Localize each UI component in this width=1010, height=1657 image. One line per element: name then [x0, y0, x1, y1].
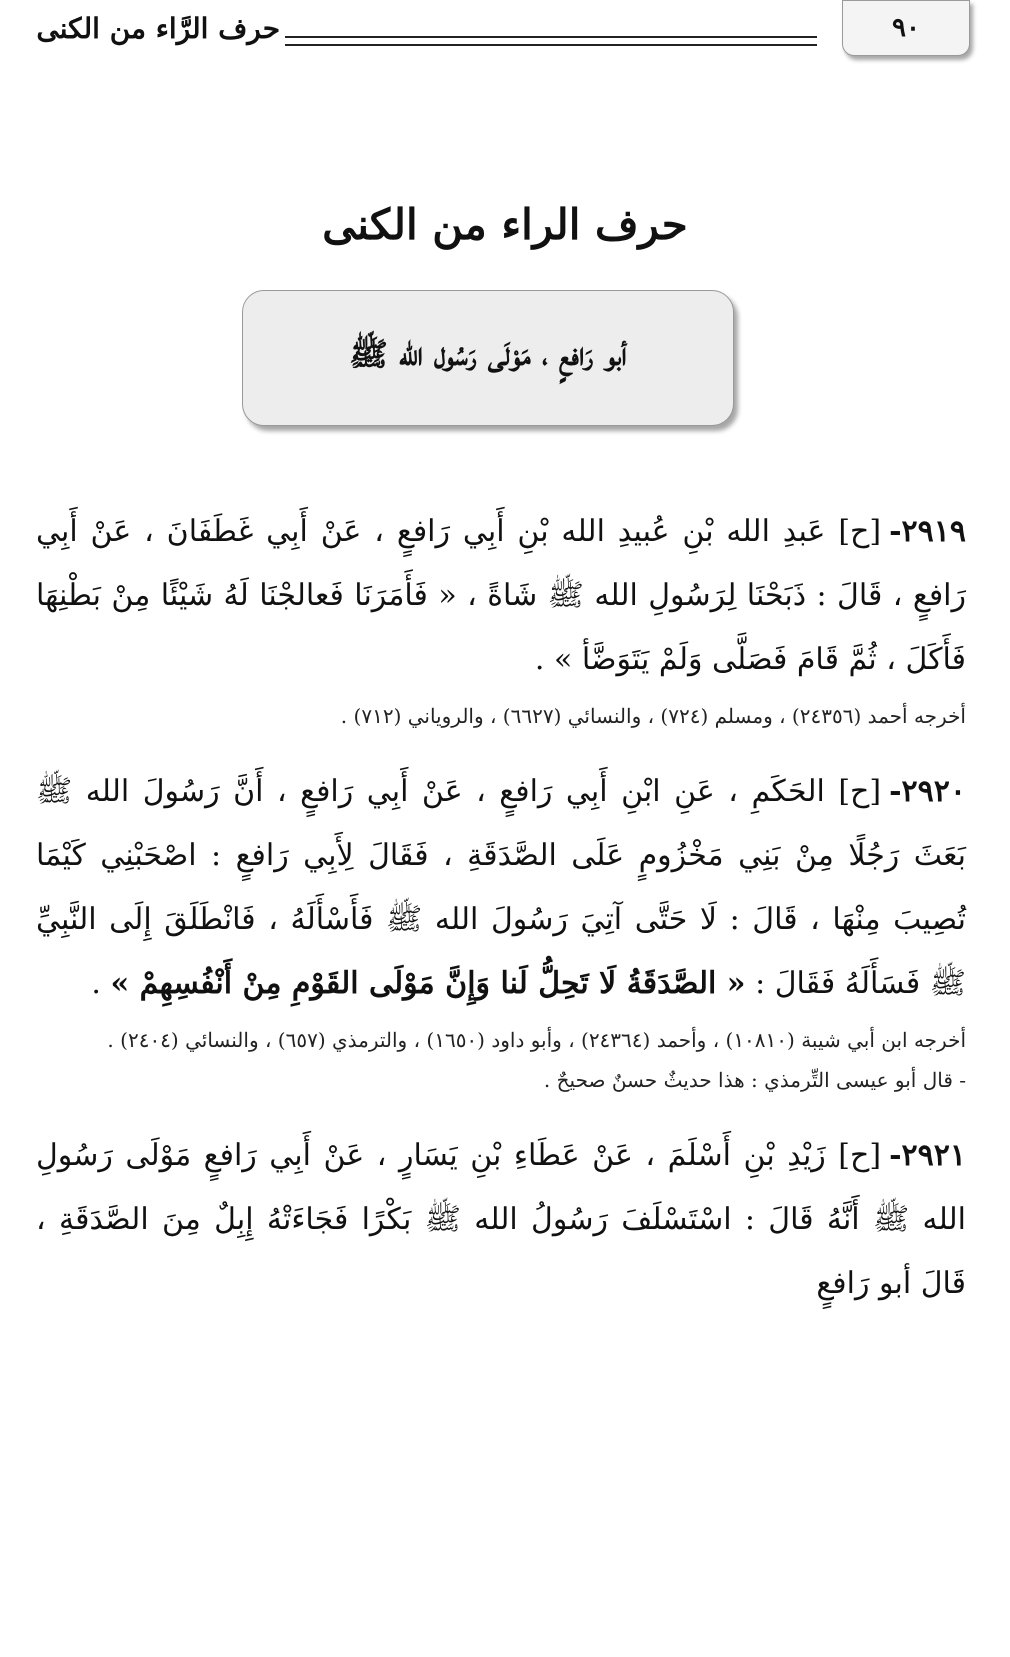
hadith-body: [ح] الحَكَمِ ، عَنِ ابْنِ أَبِي رَافعٍ ، عَنْ أَبِي رَافعٍ ، أَنَّ رَسُولَ الله ﷺ بَعَثَ رَجُلًا مِنْ بَنِي مَخْزُومٍ عَلَى الصَّدَقَةِ ، فَقَالَ لِأَبِي رَافعٍ : اصْحَبْنِي كَيْمَا تُصِيبَ مِنْهَا ، قَالَ : لَا حَتَّى آتِيَ رَسُولَ الله ﷺ فَأَسْأَلَهُ ، فَانْطَلَقَ إِلَى النَّبِيِّ ﷺ فَسَأَلَهُ فَقَالَ :	[36, 774, 966, 1001]
header-rule	[285, 36, 817, 46]
chapter-title: حرف الراء من الكنى	[322, 200, 688, 249]
hadith-number: ٢٩٢٠-	[889, 774, 966, 809]
hadith-number: ٢٩٢١-	[889, 1138, 966, 1173]
section-title: أبو رَافعٍ ، مَوْلَى رَسُول الله ﷺ	[349, 335, 627, 373]
hadith-body: [ح] زَيْدِ بْنِ أَسْلَمَ ، عَنْ عَطَاءِ بْنِ يَسَارٍ ، عَنْ أَبِي رَافعٍ مَوْلَى رَسُولِ الله ﷺ أَنَّهُ قَالَ : اسْتَسْلَفَ رَسُولُ الله ﷺ بَكْرًا فَجَاءَتْهُ إِبِلٌ مِنَ الصَّدَقَةِ ، قَالَ أبو رَافعٍ	[36, 1138, 966, 1301]
hadith-quote: « الصَّدَقَةُ لَا تَحِلُّ لَنا وَإِنَّ مَوْلَى القَوْمِ مِنْ أَنْفُسِهِمْ »	[110, 966, 746, 1001]
hadith-2920	[36, 760, 966, 1100]
page-header	[0, 0, 1010, 70]
takhrij: أخرجه أحمد (٢٤٣٥٦) ، ومسلم (٧٢٤) ، والنسائي (٦٦٢٧) ، والروياني (٧١٢) .	[340, 704, 966, 728]
hadith-2921	[36, 1124, 966, 1316]
running-title: حرف الرَّاء من الكنى	[36, 12, 280, 45]
hadith-text	[36, 1124, 966, 1316]
hadith-body: [ح] عَبدِ الله بْنِ عُبيدِ الله بْنِ أَبِي رَافعٍ ، عَنْ أَبِي غَطَفَانَ ، عَنْ أَبِي رَافعٍ ، قَالَ : ذَبَحْنَا لِرَسُولِ الله ﷺ شَاةً ، « فَأَمَرَنَا فَعالجْنَا لَهُ شَيْئًا مِنْ بَطْنِهَا فَأَكَلَ ، ثُمَّ قَامَ فَصَلَّى وَلَمْ يَتَوَضَّأ » .	[36, 514, 966, 677]
hadith-text	[36, 760, 966, 1016]
hadith-number: ٢٩١٩-	[889, 514, 966, 549]
hadith-end: .	[91, 966, 111, 1001]
hadith-2919	[36, 500, 966, 736]
takhrij: أخرجه ابن أبي شيبة (١٠٨١٠) ، وأحمد (٢٤٣٦٤) ، وأبو داود (١٦٥٠) ، والترمذي (٦٥٧) ، والنسائي (٢٤٠٤) .	[107, 1028, 966, 1052]
hadith-text	[36, 500, 966, 692]
section-title-box	[242, 290, 734, 426]
page-content	[36, 500, 966, 1340]
page-number: ٩٠	[842, 0, 970, 56]
tirmidhi-note: - قال أبو عيسى التِّرمذي : هذا حديثٌ حسنٌ صحيحٌ .	[543, 1068, 966, 1092]
